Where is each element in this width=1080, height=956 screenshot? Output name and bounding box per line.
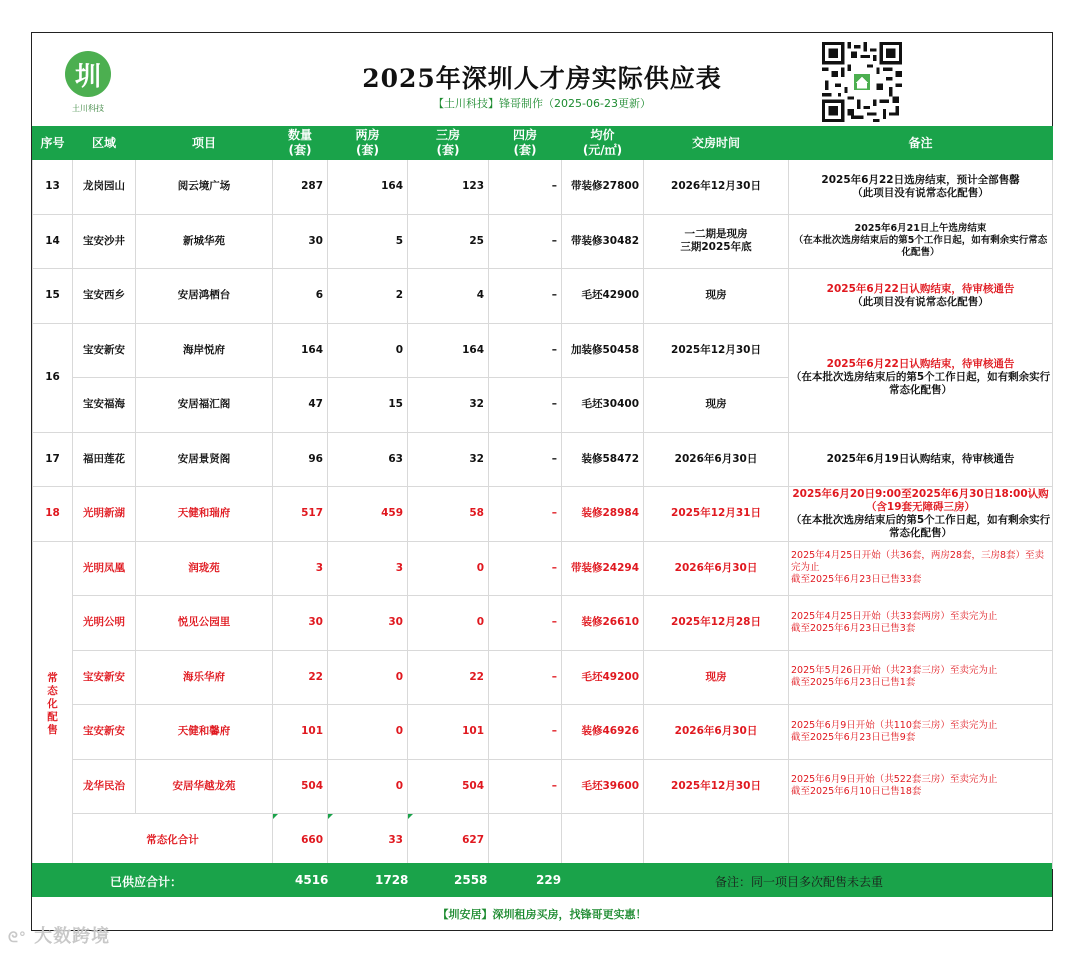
logo-mark-icon: 圳 — [65, 51, 111, 97]
cell-note: 2025年6月21日上午选房结束 （在本批次选房结束后的第5个工作日起，如有剩余实行常态化配售） — [789, 214, 1053, 269]
cell-price: 毛坯42900 — [562, 269, 644, 324]
cell-project: 天健和瑞府 — [136, 487, 273, 542]
cell-area: 福田莲花 — [73, 432, 136, 487]
col-header-note: 备注 — [789, 127, 1053, 160]
cell-three-room: 0 — [408, 541, 489, 596]
table-row — [33, 160, 1053, 215]
cell-area: 龙华民治 — [73, 759, 136, 814]
qr-code-icon — [822, 42, 902, 122]
table-row — [33, 650, 1053, 705]
cell-note — [789, 596, 1053, 651]
cell-four-room: – — [489, 378, 562, 433]
note-start: 2025年6月9日开始（共522套三房）至卖完为止 — [791, 774, 998, 786]
cell-price: 毛坯30400 — [562, 378, 644, 433]
col-header-seq: 序号 — [33, 127, 73, 160]
cell-project: 悦见公园里 — [136, 596, 273, 651]
cell-delivery: 2026年6月30日 — [644, 705, 789, 760]
cell-area: 龙岗园山 — [73, 160, 136, 215]
cell-area: 宝安新安 — [73, 650, 136, 705]
cell-four-room: – — [489, 596, 562, 651]
cell-four-room: – — [489, 323, 562, 378]
col-header-price: 均价 (元/㎡) — [562, 127, 644, 160]
cell-count: 47 — [273, 378, 328, 433]
cell-delivery: 2026年6月30日 — [644, 432, 789, 487]
cell-area: 宝安新安 — [73, 705, 136, 760]
sheet-header — [32, 33, 1052, 126]
note-detail: （在本批次选房结束后的第5个工作日起，如有剩余实行常态化配售） — [790, 370, 1051, 397]
cell-project: 安居华越龙苑 — [136, 759, 273, 814]
cell-price: 毛坯49200 — [562, 650, 644, 705]
note-sold: 截至2025年6月10日已售18套 — [791, 786, 922, 798]
subtotal-two-room: 33 — [328, 814, 408, 869]
subtotal-count: 660 — [273, 814, 328, 869]
col-header-three-room: 三房 (套) — [408, 127, 489, 160]
subtotal-price-empty — [562, 814, 644, 869]
note-sold: 截至2025年6月23日已售33套 — [791, 574, 922, 586]
cell-two-room: 164 — [328, 160, 408, 215]
cell-two-room: 5 — [328, 214, 408, 269]
cell-area: 光明公明 — [73, 596, 136, 651]
cell-four-room: – — [489, 541, 562, 596]
cell-note — [789, 269, 1053, 324]
col-header-count: 数量 (套) — [273, 127, 328, 160]
supply-sheet — [31, 32, 1053, 931]
col-header-delivery: 交房时间 — [644, 127, 789, 160]
table-row — [33, 596, 1053, 651]
subtotal-note-empty — [789, 814, 1053, 869]
cell-note — [789, 323, 1053, 432]
cell-note — [789, 759, 1053, 814]
note-start: 2025年4月25日开始（共36套，两房28套，三房8套）至卖完为止 — [791, 550, 1045, 574]
watermark — [8, 922, 110, 948]
subtotal-label: 常态化合计 — [73, 814, 273, 869]
cell-note — [789, 705, 1053, 760]
cell-count: 3 — [273, 541, 328, 596]
cell-count: 164 — [273, 323, 328, 378]
total-remark: 备注：同一项目多次配售未去重 — [715, 875, 884, 889]
page-title: 2025年深圳人才房实际供应表 — [362, 64, 722, 93]
total-two-room: 1728 — [375, 873, 409, 887]
cell-two-room: 63 — [328, 432, 408, 487]
col-header-two-room: 两房 (套) — [328, 127, 408, 160]
cell-count: 96 — [273, 432, 328, 487]
cell-project: 安居景贤阁 — [136, 432, 273, 487]
cell-area: 宝安沙井 — [73, 214, 136, 269]
table-row — [33, 759, 1053, 814]
cell-three-room: 4 — [408, 269, 489, 324]
table-header-row — [33, 127, 1053, 160]
cell-price: 毛坯39600 — [562, 759, 644, 814]
cell-delivery: 2026年12月30日 — [644, 160, 789, 215]
cell-price: 带装修30482 — [562, 214, 644, 269]
col-header-project: 项目 — [136, 127, 273, 160]
table-row — [33, 269, 1053, 324]
cell-delivery: 2026年6月30日 — [644, 541, 789, 596]
cell-project: 阅云境广场 — [136, 160, 273, 215]
cell-two-room: 3 — [328, 541, 408, 596]
cell-three-room: 32 — [408, 378, 489, 433]
note-start: 2025年5月26日开始（共23套三房）至卖完为止 — [791, 665, 998, 677]
cell-seq: 16 — [33, 323, 73, 432]
col-header-four-room: 四房 (套) — [489, 127, 562, 160]
table-row — [33, 432, 1053, 487]
table-row — [33, 323, 1053, 378]
cell-price: 装修58472 — [562, 432, 644, 487]
cell-count: 30 — [273, 214, 328, 269]
cell-area: 宝安福海 — [73, 378, 136, 433]
cell-price: 装修46926 — [562, 705, 644, 760]
cell-project: 天健和馨府 — [136, 705, 273, 760]
cell-two-room: 0 — [328, 323, 408, 378]
note-sold: 截至2025年6月23日已售1套 — [791, 677, 916, 689]
total-label: 已供应合计： — [110, 875, 183, 889]
cell-seq: 13 — [33, 160, 73, 215]
watermark-logo-icon: ᘓ° — [8, 930, 27, 946]
cell-two-room: 30 — [328, 596, 408, 651]
cell-note — [789, 650, 1053, 705]
logo-caption: 土川科技 — [72, 104, 104, 113]
col-header-area: 区域 — [73, 127, 136, 160]
total-four-room: 229 — [536, 873, 562, 887]
cell-two-room: 0 — [328, 705, 408, 760]
cell-note: 2025年6月22日选房结束，预计全部售罄 （此项目没有说常态化配售） — [789, 160, 1053, 215]
cell-two-room: 0 — [328, 650, 408, 705]
total-count: 4516 — [295, 873, 329, 887]
cell-count: 6 — [273, 269, 328, 324]
cell-project: 新城华苑 — [136, 214, 273, 269]
cell-four-room: – — [489, 650, 562, 705]
subtotal-three-room: 627 — [408, 814, 489, 869]
cell-note: 2025年6月19日认购结束，待审核通告 — [789, 432, 1053, 487]
cell-two-room: 0 — [328, 759, 408, 814]
cell-four-room: – — [489, 705, 562, 760]
note-status-red: 2025年6月22日认购结束，待审核通告 — [826, 357, 1015, 370]
cell-two-room: 15 — [328, 378, 408, 433]
cell-price: 带装修24294 — [562, 541, 644, 596]
cell-area: 宝安西乡 — [73, 269, 136, 324]
cell-seq: 15 — [33, 269, 73, 324]
note-detail: （在本批次选房结束后的第5个工作日起，如有剩余实行常态化配售） — [790, 513, 1051, 539]
cell-delivery: 2025年12月30日 — [644, 759, 789, 814]
supply-table — [32, 126, 1053, 869]
cell-delivery: 一二期是现房 三期2025年底 — [644, 214, 789, 269]
cell-note — [789, 541, 1053, 596]
grand-total-bar — [32, 863, 1052, 897]
cell-delivery: 现房 — [644, 269, 789, 324]
cell-count: 30 — [273, 596, 328, 651]
cell-project: 海岸悦府 — [136, 323, 273, 378]
cell-delivery: 现房 — [644, 378, 789, 433]
cell-price: 装修26610 — [562, 596, 644, 651]
note-start: 2025年4月25日开始（共33套两房）至卖完为止 — [791, 610, 998, 622]
cell-three-room: 504 — [408, 759, 489, 814]
table-row — [33, 487, 1053, 542]
cell-three-room: 32 — [408, 432, 489, 487]
note-status-red: 2025年6月22日认购结束，待审核通告 — [826, 282, 1015, 295]
total-three-room: 2558 — [454, 873, 488, 887]
cell-four-room: – — [489, 160, 562, 215]
cell-delivery: 2025年12月30日 — [644, 323, 789, 378]
note-sold: 截至2025年6月23日已售9套 — [791, 731, 916, 743]
cell-three-room: 123 — [408, 160, 489, 215]
page-subtitle: 【土川科技】锋哥制作（2025-06-23更新） — [433, 97, 651, 110]
note-detail: （此项目没有说常态化配售） — [852, 295, 989, 308]
cell-three-room: 0 — [408, 596, 489, 651]
cell-three-room: 25 — [408, 214, 489, 269]
subtotal-row — [33, 814, 1053, 869]
table-row — [33, 705, 1053, 760]
cell-project: 安居福汇阁 — [136, 378, 273, 433]
cell-project: 润珑苑 — [136, 541, 273, 596]
cell-four-room: – — [489, 432, 562, 487]
cell-three-room: 164 — [408, 323, 489, 378]
cell-delivery: 2025年12月28日 — [644, 596, 789, 651]
cell-delivery: 现房 — [644, 650, 789, 705]
subtotal-delivery-empty — [644, 814, 789, 869]
cell-count: 504 — [273, 759, 328, 814]
cell-regular-label — [33, 541, 73, 868]
cell-four-room: – — [489, 759, 562, 814]
cell-delivery: 2025年12月31日 — [644, 487, 789, 542]
cell-two-room: 459 — [328, 487, 408, 542]
table-row — [33, 214, 1053, 269]
subtotal-four-room-empty — [489, 814, 562, 869]
note-status-red: 2025年6月20日9:00至2025年6月30日18:00认购（含19套无障碍三房） — [792, 487, 1049, 513]
note-start: 2025年6月9日开始（共110套三房）至卖完为止 — [791, 719, 998, 731]
note-sold: 截至2025年6月23日已售3套 — [791, 622, 916, 634]
cell-four-room: – — [489, 487, 562, 542]
table-row — [33, 541, 1053, 596]
cell-seq: 14 — [33, 214, 73, 269]
cell-four-room: – — [489, 214, 562, 269]
cell-project: 海乐华府 — [136, 650, 273, 705]
footer-slogan: 【圳安居】深圳租房买房，找锋哥更实惠！ — [437, 908, 647, 921]
cell-note — [789, 487, 1053, 542]
cell-two-room: 2 — [328, 269, 408, 324]
cell-price: 装修28984 — [562, 487, 644, 542]
cell-project: 安居鸿栖台 — [136, 269, 273, 324]
cell-four-room: – — [489, 269, 562, 324]
cell-count: 517 — [273, 487, 328, 542]
cell-seq: 18 — [33, 487, 73, 542]
cell-price: 带装修27800 — [562, 160, 644, 215]
cell-price: 加装修50458 — [562, 323, 644, 378]
regular-label: 常态化配售 — [47, 671, 58, 737]
cell-area: 光明新湖 — [73, 487, 136, 542]
watermark-text: 大数跨境 — [34, 926, 111, 947]
cell-seq: 17 — [33, 432, 73, 487]
cell-area: 光明凤凰 — [73, 541, 136, 596]
cell-count: 101 — [273, 705, 328, 760]
cell-three-room: 22 — [408, 650, 489, 705]
cell-three-room: 101 — [408, 705, 489, 760]
cell-three-room: 58 — [408, 487, 489, 542]
cell-count: 22 — [273, 650, 328, 705]
cell-area: 宝安新安 — [73, 323, 136, 378]
cell-count: 287 — [273, 160, 328, 215]
